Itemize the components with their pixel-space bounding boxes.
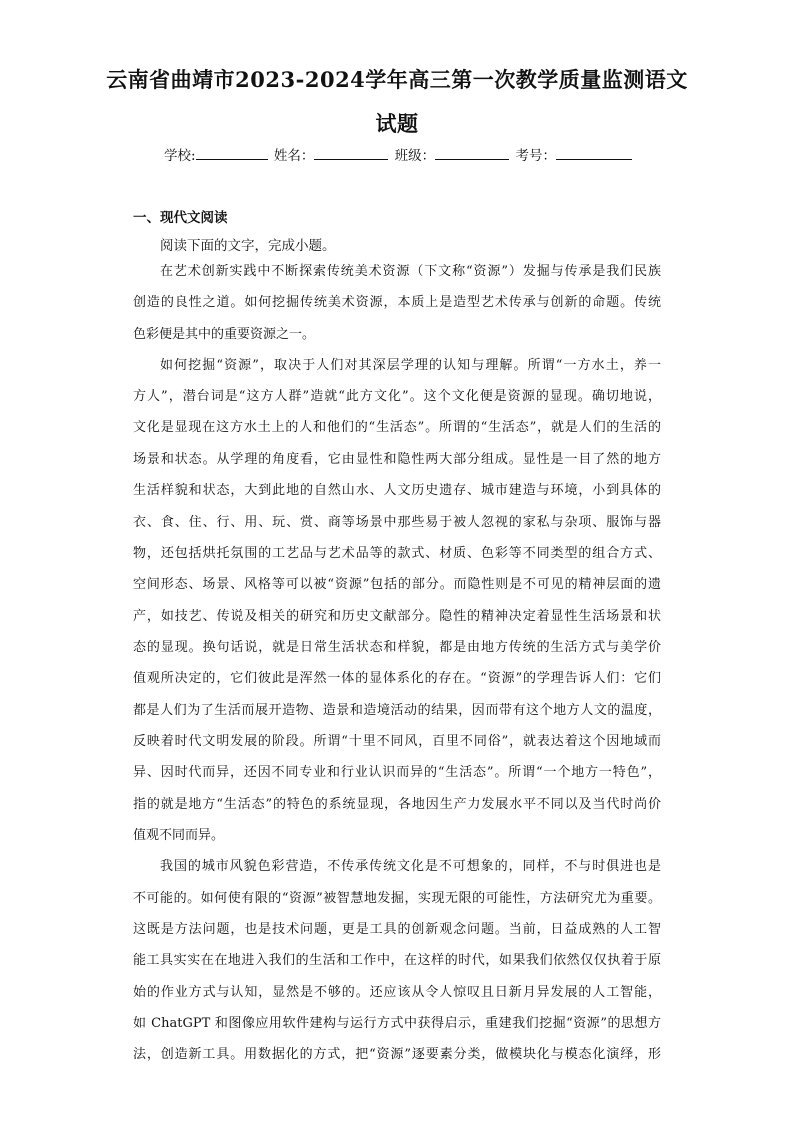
passage-line: 衣、食、住、行、用、玩、赏、商等场景中那些易于被人忽视的家私与杂项、服饰与器 [133, 515, 661, 530]
name-blank [314, 146, 388, 160]
passage-line: 物，还包括烘托氛围的工艺品与艺术品等的款式、材质、色彩等不同类型的组合方式、 [133, 546, 661, 561]
passage-line: 能工具实实在在地进入我们的生活和工作中，在这样的时代，如果我们依然仅仅执着于原 [133, 953, 661, 968]
reading-instruction: 阅读下面的文字，完成小题。 [160, 238, 336, 254]
passage-line: 指的就是地方“生活态”的特色的系统显现，各地因生产力发展水平不同以及当代时尚价 [133, 797, 661, 812]
passage-line: 都是人们为了生活而展开造物、造景和造境活动的结果，因而带有这个地方人文的温度， [133, 703, 661, 718]
passage-line: 生活样貌和状态，大到此地的自然山水、人文历史遗存、城市建造与环境，小到具体的 [133, 483, 661, 498]
passage-line: 反映着时代文明发展的阶段。所谓“十里不同风，百里不同俗”，就表达着这个因地域而 [133, 734, 661, 749]
exam-number-label: 考号： [515, 148, 556, 164]
passage-line: 态的显现。换句话说，就是日常生活状态和样貌，都是由地方传统的生活方式与美学价 [133, 640, 661, 655]
passage-line: 值观所决定的，它们彼此是浑然一体的显体系化的存在。“资源”的学理告诉人们：它们 [133, 671, 661, 686]
passage-line: 如何挖掘“资源”，取决于人们对其深层学理的认知与理解。所谓“一方水土，养一 [160, 358, 661, 373]
section-heading: 一、现代文阅读 [133, 210, 228, 226]
passage-line: 创造的良性之道。如何挖掘传统美术资源，本质上是造型艺术传承与创新的命题。传统 [133, 295, 661, 310]
passage-line: 始的作业方式与认知，显然是不够的。还应该从令人惊叹且日新月异发展的人工智能， [133, 985, 661, 1000]
class-blank [435, 146, 509, 160]
passage-line: 异、因时代而异，还因不同专业和行业认识而异的“生活态”。所谓“一个地方一特色”， [133, 765, 661, 780]
passage-line: 产，如技艺、传说及相关的研究和历史文献部分。隐性的精神决定着显性生活场景和状 [133, 609, 661, 624]
document-title-line1: 云南省曲靖市2023-2024学年高三第一次教学质量监测语文 [106, 67, 688, 92]
passage-line: 色彩便是其中的重要资源之一。 [133, 327, 316, 342]
passage-line: 方人”，潜台词是“这方人群”造就“此方文化”。这个文化便是资源的显现。确切地说， [133, 389, 661, 404]
passage-line: 空间形态、场景、风格等可以被“资源”包括的部分。而隐性则是不可见的精神层面的遗 [133, 577, 661, 592]
exam-number-blank [556, 146, 632, 160]
name-label: 姓名： [273, 148, 315, 164]
class-label: 班级： [394, 148, 436, 164]
passage-line: 场景和状态。从学理的角度看，它由显性和隐性两大部分组成。显性是一目了然的地方 [133, 452, 661, 467]
passage-line: 这既是方法问题，也是技术问题，更是工具的创新观念问题。当前，日益成熟的人工智 [133, 922, 661, 937]
school-label: 学校: [164, 148, 196, 164]
school-blank [196, 146, 268, 160]
document-title-line2: 试题 [375, 111, 419, 136]
student-info-row [164, 144, 634, 164]
passage-line: 在艺术创新实践中不断探索传统美术资源（下文称“资源”）发掘与传承是我们民族 [160, 264, 661, 279]
passage-line: 如 ChatGPT 和图像应用软件建构与运行方式中获得启示，重建我们挖掘“资源”的思想方 [133, 1016, 661, 1031]
passage-line: 我国的城市风貌色彩营造，不传承传统文化是不可想象的，同样，不与时俱进也是 [160, 859, 661, 874]
passage-line: 法，创造新工具。用数据化的方式，把“资源”逐要素分类，做模块化与模态化演绎，形 [133, 1047, 661, 1062]
passage-line: 值观不同而异。 [133, 828, 225, 843]
passage-line: 文化是显现在这方水土上的人和他们的“生活态”。所谓的“生活态”，就是人们的生活的 [133, 420, 661, 435]
passage-line: 不可能的。如何使有限的“资源”被智慧地发掘，实现无限的可能性，方法研究尤为重要。 [133, 891, 661, 906]
